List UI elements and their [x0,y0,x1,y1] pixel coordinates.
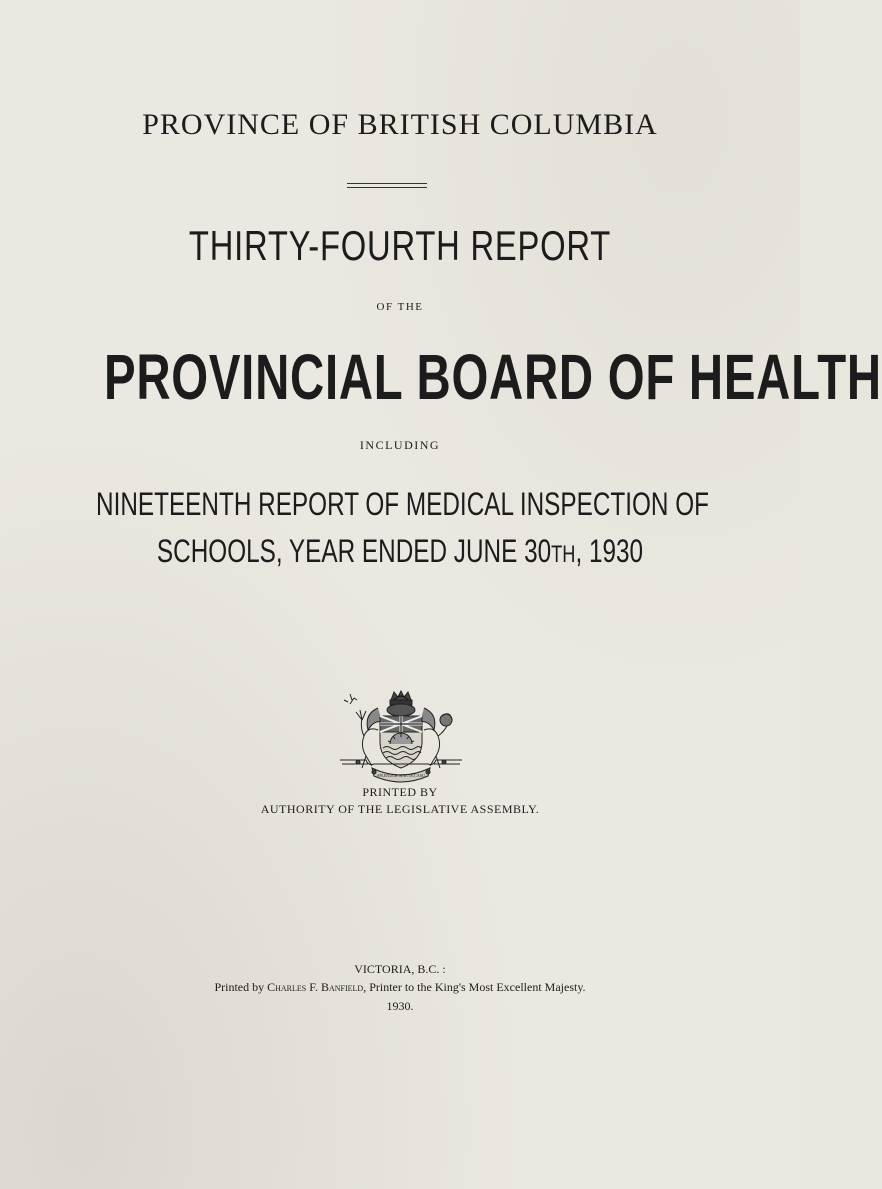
report-number-title: THIRTY-FOURTH REPORT [188,222,612,269]
double-rule-bottom [347,187,427,188]
of-the-label: OF THE [376,301,424,313]
imprint-printer [0,980,800,995]
crest-motto: SPLENDOR SINE OCCASU [377,773,425,778]
subreport-line2-post: , 1930 [575,533,644,569]
subreport-title-line1: NINETEENTH REPORT OF MEDICAL INSPECTION OF [96,486,710,522]
authority-label: AUTHORITY OF THE LEGISLATIVE ASSEMBLY. [260,802,540,816]
subreport-line2-pre: SCHOOLS, YEAR ENDED JUNE 30 [156,533,552,569]
subreport-title-line2 [96,533,704,570]
including-label: INCLUDING [359,438,441,452]
imprint-place: VICTORIA, B.C. : [354,962,446,976]
printer-post: , Printer to the King's Most Excellent Majesty. [363,980,586,994]
double-rule-top [347,183,427,184]
imprint-year: 1930. [386,999,414,1013]
board-title: PROVINCIAL BOARD OF HEALTH [104,341,882,413]
province-heading: PROVINCE OF BRITISH COLUMBIA [142,108,658,141]
printed-by-label: PRINTED BY [362,785,438,799]
printer-name: Charles F. Banfield [267,980,364,994]
printer-pre: Printed by [214,980,268,994]
coat-of-arms-icon [328,690,474,782]
subreport-line2-ordinal: TH [551,541,576,568]
